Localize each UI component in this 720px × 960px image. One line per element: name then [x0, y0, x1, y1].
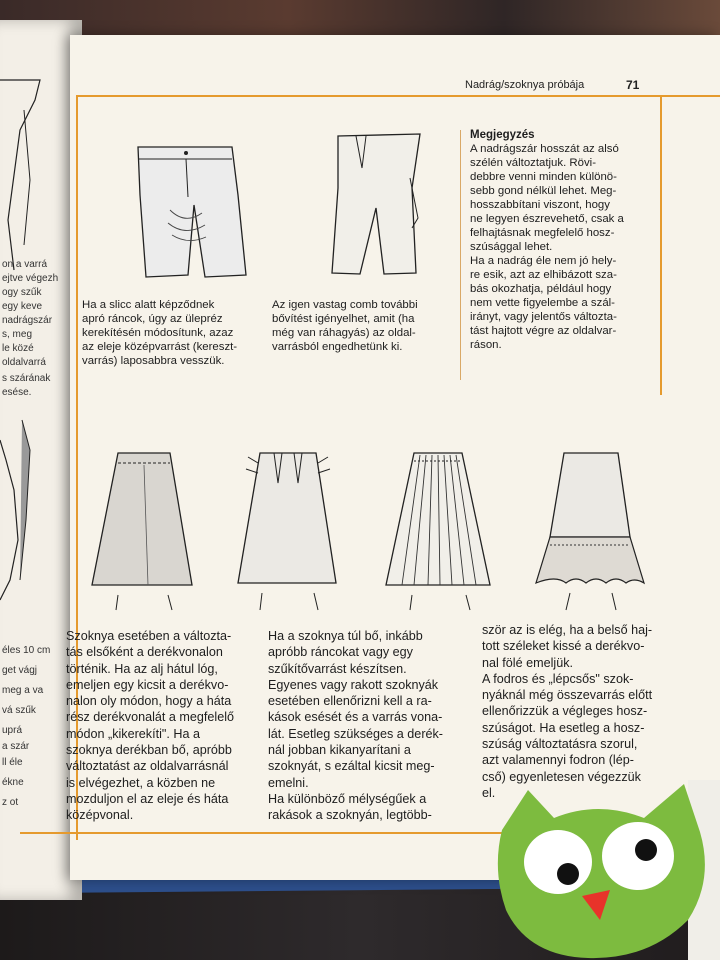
text-line: tás elsőként a derékvonalon — [66, 645, 223, 660]
caption-line: varrás) laposabbra vesszük. — [82, 355, 225, 367]
text-line: rész derékvonalát a megfelelő — [66, 710, 235, 725]
left-page-fragment: s szárának — [2, 373, 51, 384]
caption-line: varrásból engedhetünk ki. — [272, 341, 403, 353]
left-page-fragment: ékne — [2, 777, 24, 788]
text-line: szúságot. Ha esetleg a hosz- — [482, 720, 645, 735]
text-line: történik. Ha az alj hátul lóg, — [66, 661, 218, 676]
text-line: nál jobban kikanyarítani a — [268, 743, 411, 758]
text-line: Ha különböző mélységűek a — [268, 791, 427, 806]
text-line: emelni. — [268, 775, 309, 790]
skirt-darts-illustration — [232, 445, 342, 615]
caption-line: Az igen vastag comb további — [272, 299, 418, 311]
note-divider — [460, 130, 461, 380]
caption-line: bővítést igényelhet, amit (ha — [272, 313, 415, 325]
text-line: tott széleket kissé a derékvo- — [482, 639, 645, 654]
text-line: azt valamennyi fodron (lép- — [482, 753, 634, 768]
note-line: felhajtásnak megfelelő hosz- — [470, 227, 615, 239]
footer-rule — [20, 832, 510, 834]
note-line: ráson. — [470, 339, 502, 351]
note-line: szélén változtatjuk. Rövi- — [470, 157, 596, 169]
left-page-fragment: ogy szűk — [2, 287, 42, 298]
left-page-fragment: le közé — [2, 343, 34, 354]
note-line: debbre venni minden különö- — [470, 171, 617, 183]
text-line: Szoknya esetében a változta- — [66, 629, 232, 643]
text-line: nal fölé emeljük. — [482, 655, 574, 670]
left-page-fragment: ejtve végezh — [2, 273, 59, 284]
note-line: hosszabbítani viszont, hogy — [470, 199, 610, 211]
note-line: tást hajtott végre az oldalvar- — [470, 325, 617, 337]
text-line: esetében ellenőrizni kell a ra- — [268, 694, 432, 709]
text-line: el. — [482, 785, 496, 800]
note-line: re esik, azt az elhibázott sza- — [470, 269, 617, 281]
caption-line: még van ráhagyás) az oldal- — [272, 327, 416, 339]
text-line: ellenőrizzük a végleges hosz- — [482, 704, 648, 719]
left-page-fragment: z ot — [2, 797, 19, 808]
left-page-fragment: meg a va — [2, 685, 44, 696]
text-column-2 — [268, 628, 470, 824]
text-line: változtatást az oldalvarrásnál — [66, 759, 229, 774]
page-number: 71 — [626, 78, 640, 92]
skirt-pleated-illustration — [382, 445, 494, 615]
caption-pants-front — [82, 298, 260, 368]
text-column-1 — [66, 628, 260, 824]
text-line: is elvégezhet, a közben ne — [66, 775, 216, 790]
text-line: mozduljon el az eleje és háta — [66, 791, 229, 806]
text-line: Ha a szoknya túl bő, inkább — [268, 629, 423, 643]
skirt-flounced-illustration — [530, 445, 650, 615]
text-line: szoknya derékban bő, apróbb — [66, 743, 232, 758]
text-line: szűkítővarrást készítsen. — [268, 661, 407, 676]
note-line: Ha a nadrág éle nem jó hely- — [470, 255, 617, 267]
right-margin-rule — [660, 95, 662, 395]
note-title: Megjegyzés — [470, 129, 535, 141]
left-page-fragment: oldalvarrá — [2, 357, 46, 368]
left-page-fragment: éles 10 cm — [2, 645, 51, 656]
text-line: kások esését és a varrás vona- — [268, 710, 443, 725]
text-line: középvonal. — [66, 808, 134, 823]
note-line: szúsággal lehet. — [470, 241, 553, 253]
text-line: ször az is elég, ha a belső haj- — [482, 623, 653, 637]
note-line: sebb gond nélkül lehet. Meg- — [470, 185, 617, 197]
text-line: módon „kikerekíti". Ha a — [66, 726, 200, 741]
left-page-fragment: a szár — [2, 741, 30, 752]
left-page-fragment: on a varrá — [2, 259, 48, 270]
left-page-fragment: s, meg — [2, 329, 33, 340]
text-line: emeljen egy kicsit a derékvo- — [66, 677, 229, 692]
header-rule — [76, 95, 720, 97]
caption-line: kerekítésén módosítunk, azaz — [82, 327, 234, 339]
caption-line: apró ráncok, úgy az ülepréz — [82, 313, 223, 325]
note-line: nem vette figyelembe a szál- — [470, 297, 615, 309]
text-line: apróbb ráncokat vagy egy — [268, 645, 413, 660]
note-text — [470, 142, 652, 352]
note-line: ne legyen észrevehető, csak a — [470, 213, 624, 225]
left-page-fragment: uprá — [2, 725, 23, 736]
text-line: szúság változtatásra szorul, — [482, 737, 638, 752]
pants-front-illustration — [110, 135, 280, 285]
caption-line: az eleje középvarrást (kereszt- — [82, 341, 238, 353]
left-page-fragment: ll éle — [2, 757, 23, 768]
text-line: nalon oly módon, hogy a háta — [66, 694, 232, 709]
caption-pants-side — [272, 298, 448, 354]
text-line: A fodros és „lépcsős" szok- — [482, 671, 634, 686]
pants-side-illustration — [320, 128, 440, 278]
left-page-fragment: nadrágszár — [2, 315, 53, 326]
text-line: Egyenes vagy rakott szoknyák — [268, 677, 439, 692]
note-line: irányt, vagy jelentős változta- — [470, 311, 617, 323]
text-line: lát. Esetleg szükséges a derék- — [268, 726, 444, 741]
skirt-a-line-illustration — [88, 445, 198, 615]
note-box — [470, 128, 652, 352]
left-page-fragment: vá szűk — [2, 705, 36, 716]
left-page-fragment: egy keve — [2, 301, 43, 312]
left-page-fragment: get vágj — [2, 665, 38, 676]
text-line: rakások a szoknyán, legtöbb- — [268, 808, 432, 823]
running-header: Nadrág/szoknya próbája — [465, 79, 585, 91]
note-line: bás okozhatja, például hogy — [470, 283, 612, 295]
text-line: cső) egyenletesen végezzük — [482, 769, 641, 784]
text-line: szoknyát, s ezáltal kicsit meg- — [268, 759, 435, 774]
caption-line: Ha a slicc alatt képződnek — [82, 299, 215, 311]
note-line: A nadrágszár hosszát az alsó — [470, 143, 619, 155]
text-line: nyáknál még összevarrás előtt — [482, 688, 653, 703]
left-page-fragment: esése. — [2, 387, 32, 398]
owl-logo-watermark — [488, 770, 720, 960]
